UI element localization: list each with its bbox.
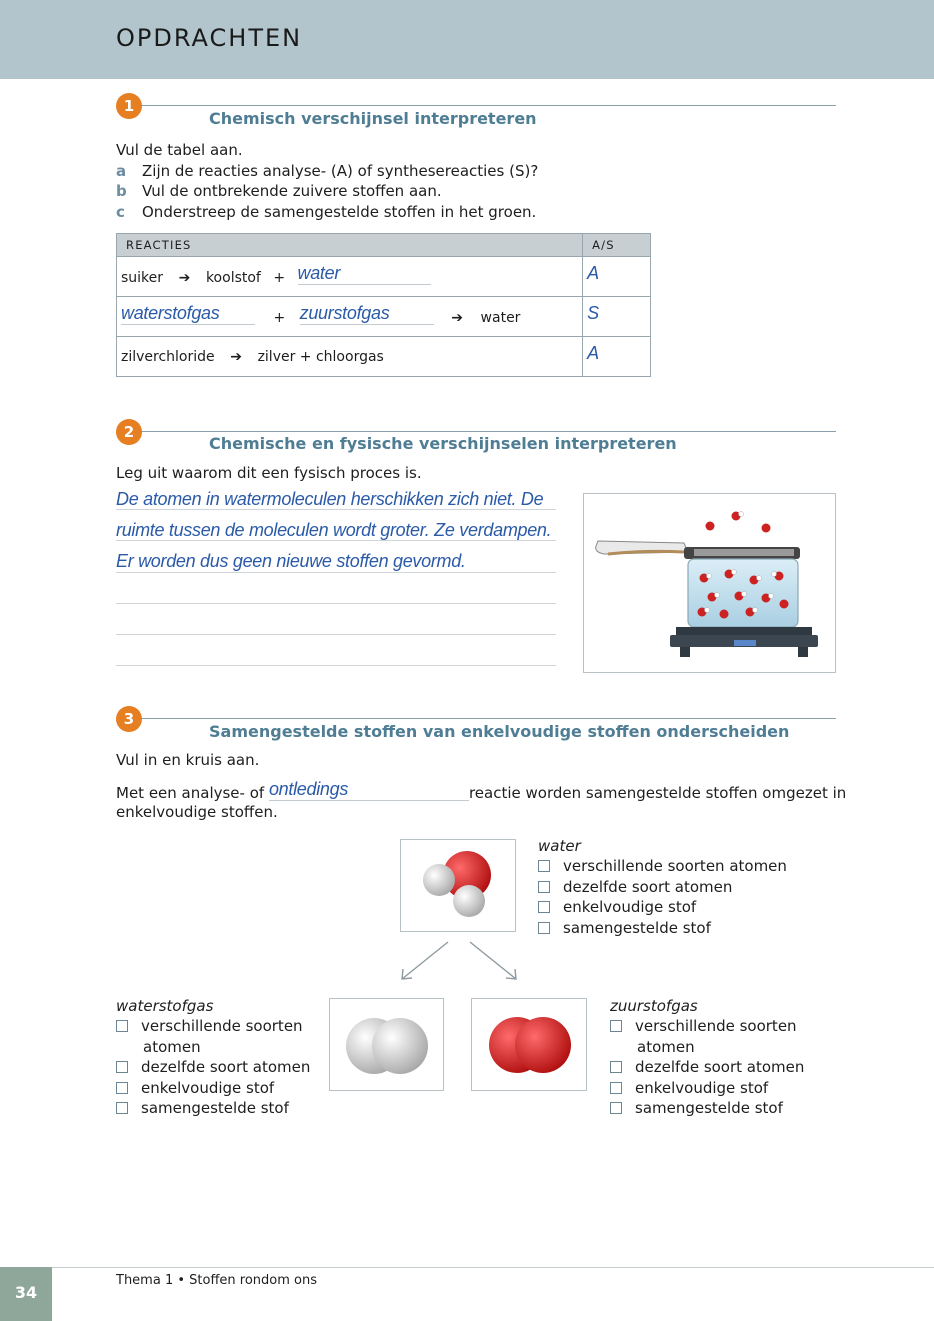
answer-type: S: [587, 303, 599, 323]
item-text: Onderstreep de samengestelde stoffen in het groen.: [142, 202, 537, 221]
reaction-cell: [117, 257, 583, 297]
checkbox-option[interactable]: enkelvoudige stof: [116, 1078, 310, 1099]
table-row: [117, 257, 651, 297]
reaction-cell: [117, 297, 583, 337]
water-molecule-icon: [401, 840, 517, 933]
hydrogen-molecule-illustration: [329, 998, 444, 1091]
product: koolstof: [205, 269, 261, 286]
section-divider: [140, 105, 836, 106]
fill-in-sentence: [116, 779, 847, 804]
item-letter: c: [116, 202, 125, 221]
checkbox-option[interactable]: dezelfde soort atomen: [610, 1057, 804, 1078]
footer-chapter-title: Thema 1 • Stoffen rondom ons: [116, 1273, 317, 1288]
answer-line[interactable]: De atomen in watermoleculen herschikken zich niet. De: [116, 489, 544, 509]
checkbox[interactable]: [538, 881, 550, 893]
reaction-arrow: ➔: [451, 309, 463, 326]
reactant: suiker: [121, 269, 164, 286]
instruction-intro: Leg uit waarom dit een fysisch proces is.: [116, 464, 422, 482]
item-letter: a: [116, 161, 127, 180]
checkbox-option[interactable]: enkelvoudige stof: [538, 897, 787, 918]
type-cell[interactable]: [583, 257, 651, 297]
answer-type: A: [587, 263, 599, 283]
writing-line: [116, 603, 556, 604]
reactant: zilverchloride: [121, 348, 215, 365]
plus-sign: +: [273, 309, 286, 326]
type-cell[interactable]: [583, 297, 651, 337]
item-letter: b: [116, 182, 127, 200]
water-molecule-illustration: [400, 839, 516, 932]
writing-line: [116, 634, 556, 635]
checkbox-option[interactable]: samengestelde stof: [116, 1098, 310, 1119]
checkbox[interactable]: [116, 1061, 128, 1073]
instruction-item: [116, 161, 538, 182]
item-text: Vul de ontbrekende zuivere stoffen aan.: [142, 182, 442, 200]
checkbox[interactable]: [116, 1082, 128, 1094]
table-row: [117, 297, 651, 337]
table-row: [117, 337, 651, 377]
assignment-instructions: [116, 140, 538, 222]
product: water: [480, 309, 521, 326]
instruction-item: [116, 181, 538, 202]
answer-blank-reactant[interactable]: zuurstofgas: [300, 303, 434, 325]
checkbox[interactable]: [610, 1020, 622, 1032]
sentence-text: reactie worden samengestelde stoffen omgezet in: [468, 784, 847, 802]
answer-line[interactable]: ruimte tussen de moleculen wordt groter. Ze verdampen.: [116, 520, 552, 540]
zuurstofgas-label: zuurstofgas: [610, 997, 698, 1015]
column-header-as: A/S: [583, 234, 651, 257]
boiling-pot-icon: [584, 494, 837, 674]
checkbox[interactable]: [116, 1102, 128, 1114]
water-label: water: [538, 837, 581, 855]
zuurstofgas-checklist: [610, 996, 804, 1119]
checkbox[interactable]: [610, 1061, 622, 1073]
sentence-text: Met een analyse- of: [116, 784, 265, 802]
oxygen-molecule-illustration: [471, 998, 587, 1091]
checkbox[interactable]: [538, 922, 550, 934]
checkbox-option[interactable]: dezelfde soort atomen: [116, 1057, 310, 1078]
waterstofgas-checklist: [116, 996, 310, 1119]
reaction-cell: [117, 337, 583, 377]
checkbox-option-continued: atomen: [637, 1037, 695, 1056]
reaction-arrow: ➔: [230, 348, 242, 365]
plus-sign: +: [273, 269, 286, 286]
checkbox-option[interactable]: dezelfde soort atomen: [538, 877, 787, 898]
assignment-number-badge: 2: [116, 419, 142, 445]
checkbox[interactable]: [538, 860, 550, 872]
checkbox-option[interactable]: samengestelde stof: [610, 1098, 804, 1119]
checkbox[interactable]: [538, 901, 550, 913]
assignment-number-badge: 3: [116, 706, 142, 732]
hydrogen-molecule-icon: [330, 999, 445, 1092]
oxygen-molecule-icon: [472, 999, 588, 1092]
page-title: OPDRACHTEN: [116, 24, 303, 52]
instruction-intro: Vul in en kruis aan.: [116, 751, 260, 769]
sentence-end: enkelvoudige stoffen.: [116, 803, 278, 821]
waterstofgas-label: waterstofgas: [116, 997, 214, 1015]
item-text: Zijn de reacties analyse- (A) of synthesereacties (S)?: [142, 161, 539, 180]
reactions-table: [116, 233, 651, 377]
type-cell[interactable]: [583, 337, 651, 377]
assignment-title: Chemisch verschijnsel interpreteren: [209, 109, 537, 128]
checkbox[interactable]: [116, 1020, 128, 1032]
split-arrows-icon: [396, 940, 522, 982]
checkbox-option[interactable]: verschillende soorten: [116, 1016, 310, 1037]
column-header-reacties: REACTIES: [117, 234, 583, 257]
water-checklist: [538, 836, 787, 938]
answer-line[interactable]: Er worden dus geen nieuwe stoffen gevormd.: [116, 551, 466, 571]
writing-line: [116, 572, 556, 573]
assignment-number-badge: 1: [116, 93, 142, 119]
instruction-intro: Vul de tabel aan.: [116, 141, 243, 159]
answer-blank-reaction-type[interactable]: ontledings: [269, 779, 469, 801]
boiling-pot-illustration: [583, 493, 836, 673]
footer-divider: [52, 1267, 934, 1268]
section-divider: [140, 718, 836, 719]
answer-blank-reactant[interactable]: waterstofgas: [121, 303, 255, 325]
product: zilver + chloorgas: [257, 348, 384, 365]
checkbox[interactable]: [610, 1102, 622, 1114]
section-divider: [140, 431, 836, 432]
checkbox-option[interactable]: verschillende soorten atomen: [538, 856, 787, 877]
checkbox-option-continued: atomen: [143, 1037, 201, 1056]
reaction-arrow: ➔: [178, 269, 191, 286]
assignment-title: Samengestelde stoffen van enkelvoudige stoffen onderscheiden: [209, 722, 790, 741]
instruction-item: [116, 202, 538, 223]
writing-line: [116, 665, 556, 666]
checkbox-option[interactable]: samengestelde stof: [538, 918, 787, 939]
answer-blank-product[interactable]: water: [298, 263, 431, 285]
checkbox-option[interactable]: enkelvoudige stof: [610, 1078, 804, 1099]
checkbox[interactable]: [610, 1082, 622, 1094]
page-number: 34: [0, 1267, 52, 1321]
answer-type: A: [587, 343, 599, 363]
table-header-row: [117, 234, 651, 257]
checkbox-option[interactable]: verschillende soorten: [610, 1016, 804, 1037]
assignment-title: Chemische en fysische verschijnselen interpreteren: [209, 434, 677, 453]
